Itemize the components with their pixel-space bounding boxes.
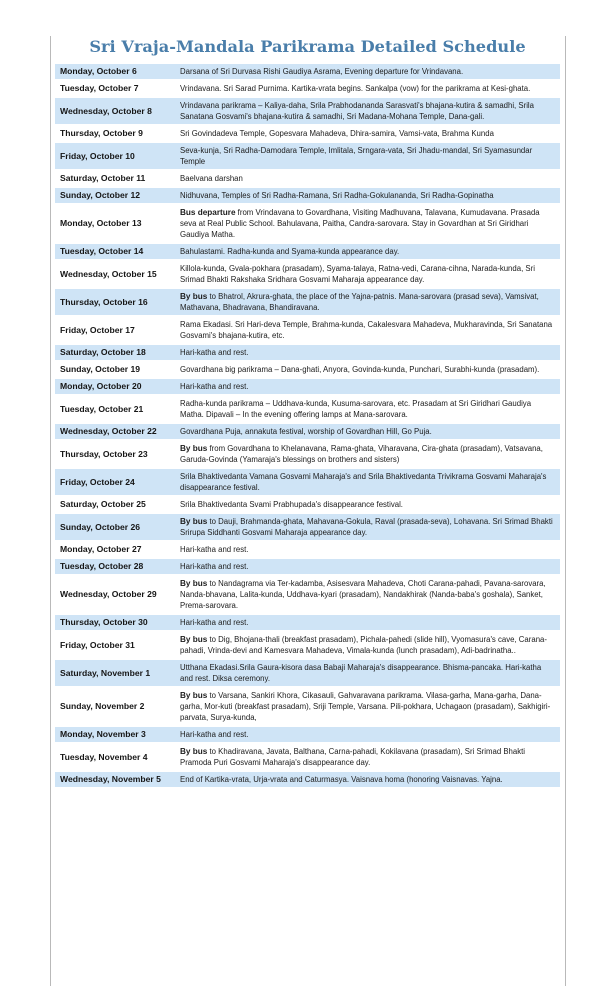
row-date: Monday, October 27 <box>55 542 175 557</box>
row-date: Tuesday, November 4 <box>55 744 175 770</box>
row-description <box>175 615 560 630</box>
schedule-row <box>55 171 560 186</box>
row-text: Bahulastami. Radha-kunda and Syama-kunda appearance day. <box>180 247 400 256</box>
row-text: Darsana of Sri Durvasa Rishi Gaudiya Asrama, Evening departure for Vrindavana. <box>180 67 464 76</box>
row-text: to Dig, Bhojana-thali (breakfast prasadam), Pichala-pahedi (slide hill), Vyomasura's cave, Carana-pahadi, Vrinda-devi and Kamesvara Mahadeva, Vimala-kunda (lunch prasadam), Adi-badrinatha.. <box>180 635 547 655</box>
schedule-row <box>55 261 560 287</box>
schedule-row <box>55 345 560 360</box>
row-date: Thursday, October 9 <box>55 126 175 141</box>
row-text: to Bhatrol, Akrura-ghata, the place of the Yajna-patnis. Mana-sarovara (prasad seva), Vamsivat, Mathavana, Bhadravana, Bhandiravana. <box>180 292 539 312</box>
row-date: Saturday, October 18 <box>55 345 175 360</box>
row-description <box>175 362 560 377</box>
row-description <box>175 514 560 540</box>
row-date: Wednesday, October 8 <box>55 98 175 124</box>
row-description <box>175 424 560 439</box>
row-description <box>175 261 560 287</box>
schedule-row <box>55 772 560 787</box>
row-description <box>175 497 560 512</box>
row-description <box>175 188 560 203</box>
schedule-row <box>55 727 560 742</box>
row-lead-text: By bus <box>180 444 208 453</box>
row-date: Tuesday, October 21 <box>55 396 175 422</box>
row-description <box>175 289 560 315</box>
row-description <box>175 98 560 124</box>
row-description <box>175 727 560 742</box>
row-lead-text: By bus <box>180 635 208 644</box>
row-date: Friday, October 24 <box>55 469 175 495</box>
schedule-row <box>55 205 560 242</box>
row-text: Killola-kunda, Gvala-pokhara (prasadam), Syama-talaya, Ratna-vedi, Carana-cihna, Narada-kunda, Sri Srimad Bhakti Rakshaka Sridhara Gosvami Maharaja appearance day. <box>180 264 535 284</box>
schedule-row <box>55 615 560 630</box>
row-text: Hari-katha and rest. <box>180 562 249 571</box>
row-date: Monday, October 6 <box>55 64 175 79</box>
right-margin-rule <box>565 36 566 986</box>
row-description <box>175 143 560 169</box>
schedule-row <box>55 317 560 343</box>
schedule-row <box>55 143 560 169</box>
schedule-row <box>55 289 560 315</box>
row-date: Thursday, October 23 <box>55 441 175 467</box>
schedule-table <box>55 62 560 789</box>
row-description <box>175 64 560 79</box>
row-description <box>175 559 560 574</box>
schedule-page <box>55 36 560 789</box>
row-description <box>175 379 560 394</box>
row-text: from Vrindavana to Govardhana, Visiting Madhuvana, Talavana, Kumudavana. Prasada seva at Real Public School. Bahulavana, Paitha, Candra-sarovara. Stay in Govardhan at Sri Giridhari Gaudiya Matha. <box>180 208 540 239</box>
row-text: Govardhana Puja, annakuta festival, worship of Govardhan Hill, Go Puja. <box>180 427 432 436</box>
row-text: to Nandagrama via Ter-kadamba, Asisesvara Mahadeva, Choti Carana-pahadi, Pavana-sarovara, Nanda-bhavana, Lalita-kunda, Uddhava-kyari (prasadam), Nandakhirak (Nanda-baba's goshala), Sanket, Prema-sarovara. <box>180 579 546 610</box>
left-margin-rule <box>50 36 51 986</box>
row-description <box>175 317 560 343</box>
row-description <box>175 441 560 467</box>
schedule-body <box>55 64 560 787</box>
row-date: Wednesday, October 15 <box>55 261 175 287</box>
row-date: Wednesday, October 22 <box>55 424 175 439</box>
row-text: Hari-katha and rest. <box>180 382 249 391</box>
row-date: Friday, October 10 <box>55 143 175 169</box>
row-date: Friday, October 17 <box>55 317 175 343</box>
row-description <box>175 126 560 141</box>
row-description <box>175 542 560 557</box>
schedule-row <box>55 542 560 557</box>
row-text: Nidhuvana, Temples of Sri Radha-Ramana, Sri Radha-Gokulananda, Sri Radha-Gopinatha <box>180 191 494 200</box>
row-date: Saturday, October 11 <box>55 171 175 186</box>
schedule-row <box>55 98 560 124</box>
row-date: Sunday, November 2 <box>55 688 175 725</box>
row-text: Radha-kunda parikrama – Uddhava-kunda, Kusuma-sarovara, etc. Prasadam at Sri Giridhari Gaudiya Matha. Dipavali – In the evening offering lamps at Mana-sarovara. <box>180 399 532 419</box>
row-date: Saturday, October 25 <box>55 497 175 512</box>
schedule-row <box>55 660 560 686</box>
row-lead-text: By bus <box>180 292 208 301</box>
schedule-row <box>55 688 560 725</box>
row-text: Seva-kunja, Sri Radha-Damodara Temple, Imlitala, Srngara-vata, Sri Jhadu-mandal, Sri Syamasundar Temple <box>180 146 533 166</box>
schedule-row <box>55 469 560 495</box>
row-description <box>175 171 560 186</box>
row-date: Tuesday, October 7 <box>55 81 175 96</box>
row-text: Hari-katha and rest. <box>180 730 249 739</box>
row-text: Utthana Ekadasi.Srila Gaura-kisora dasa Babaji Maharaja's disappearance. Bhisma-pancaka. Hari-katha and rest. Diksa ceremony. <box>180 663 542 683</box>
row-lead-text: Bus departure <box>180 208 236 217</box>
row-description <box>175 244 560 259</box>
row-date: Thursday, October 30 <box>55 615 175 630</box>
schedule-row <box>55 514 560 540</box>
row-description <box>175 632 560 658</box>
row-date: Sunday, October 26 <box>55 514 175 540</box>
row-lead-text: By bus <box>180 691 208 700</box>
schedule-row <box>55 244 560 259</box>
row-text: Srila Bhaktivedanta Vamana Gosvami Maharaja's and Srila Bhaktivedanta Trivikrama Gosvami Maharaja's disappearance festival. <box>180 472 547 492</box>
row-date: Monday, October 13 <box>55 205 175 242</box>
row-text: to Khadiravana, Javata, Balthana, Carna-pahadi, Kokilavana (prasadam), Sri Srimad Bhakti Pramoda Puri Gosvami Maharaja's disappearance day. <box>180 747 525 767</box>
row-text: Baelvana darshan <box>180 174 243 183</box>
row-description <box>175 469 560 495</box>
row-date: Monday, October 20 <box>55 379 175 394</box>
row-description <box>175 205 560 242</box>
row-text: End of Kartika-vrata, Urja-vrata and Caturmasya. Vaisnava homa (honoring Vaisnavas. Yajna. <box>180 775 503 784</box>
row-text: Sri Govindadeva Temple, Gopesvara Mahadeva, Dhira-samira, Vamsi-vata, Brahma Kunda <box>180 129 494 138</box>
schedule-row <box>55 362 560 377</box>
row-lead-text: By bus <box>180 747 208 756</box>
row-description <box>175 576 560 613</box>
row-description <box>175 660 560 686</box>
row-description <box>175 772 560 787</box>
row-lead-text: By bus <box>180 517 208 526</box>
row-text: to Varsana, Sankiri Khora, Cikasauli, Gahvaravana parikrama. Vilasa-garha, Mana-garha, Dana-garha, Mor-kuti (breakfast prasadam), Sriji Temple, Varsana. Pili-pokhara, Uchagaon (prasadam), Sakhigiri-parvata, Surya-kunda, <box>180 691 551 722</box>
row-date: Wednesday, October 29 <box>55 576 175 613</box>
schedule-row <box>55 379 560 394</box>
row-date: Thursday, October 16 <box>55 289 175 315</box>
schedule-row <box>55 64 560 79</box>
schedule-row <box>55 441 560 467</box>
row-text: from Govardhana to Khelanavana, Rama-ghata, Viharavana, Cira-ghata (prasadam), Vatsavana, Garuda-Govinda (Yamaraja's blessings on brothers and sisters) <box>180 444 543 464</box>
row-text: to Dauji, Brahmanda-ghata, Mahavana-Gokula, Raval (prasada-seva), Lohavana. Sri Srimad Bhakti Srirupa Siddhanti Gosvami Maharaja appearance day. <box>180 517 553 537</box>
row-text: Vrindavana. Sri Sarad Purnima. Kartika-vrata begins. Sankalpa (vow) for the parikrama at Kesi-ghata. <box>180 84 531 93</box>
schedule-row <box>55 188 560 203</box>
row-date: Wednesday, November 5 <box>55 772 175 787</box>
row-text: Rama Ekadasi. Sri Hari-deva Temple, Brahma-kunda, Cakalesvara Mahadeva, Mukharavinda, Sri Sanatana Gosvami's bhajana-kutira, etc. <box>180 320 553 340</box>
schedule-row <box>55 126 560 141</box>
schedule-row <box>55 559 560 574</box>
row-date: Tuesday, October 14 <box>55 244 175 259</box>
row-description <box>175 744 560 770</box>
row-description <box>175 688 560 725</box>
schedule-row <box>55 497 560 512</box>
row-description <box>175 81 560 96</box>
row-date: Sunday, October 12 <box>55 188 175 203</box>
row-date: Sunday, October 19 <box>55 362 175 377</box>
row-lead-text: By bus <box>180 579 208 588</box>
row-text: Srila Bhaktivedanta Svami Prabhupada's disappearance festival. <box>180 500 403 509</box>
schedule-row <box>55 744 560 770</box>
page-title: Sri Vraja-Mandala Parikrama Detailed Schedule <box>89 37 526 56</box>
row-description <box>175 345 560 360</box>
row-text: Hari-katha and rest. <box>180 618 249 627</box>
row-date: Tuesday, October 28 <box>55 559 175 574</box>
row-description <box>175 396 560 422</box>
row-date: Saturday, November 1 <box>55 660 175 686</box>
schedule-row <box>55 424 560 439</box>
schedule-row <box>55 396 560 422</box>
schedule-row <box>55 632 560 658</box>
row-date: Friday, October 31 <box>55 632 175 658</box>
row-text: Hari-katha and rest. <box>180 545 249 554</box>
row-text: Vrindavana parikrama – Kaliya-daha, Srila Prabhodananda Sarasvati's bhajana-kutira & samadhi, Srila Sanatana Gosvami's bhajana-kutira & samadhi, Sri Madana-Mohana Temple, Dana-gali. <box>180 101 534 121</box>
row-text: Govardhana big parikrama – Dana-ghati, Anyora, Govinda-kunda, Punchari, Surabhi-kunda (prasadam). <box>180 365 540 374</box>
schedule-row <box>55 576 560 613</box>
schedule-row <box>55 81 560 96</box>
row-date: Monday, November 3 <box>55 727 175 742</box>
row-text: Hari-katha and rest. <box>180 348 249 357</box>
